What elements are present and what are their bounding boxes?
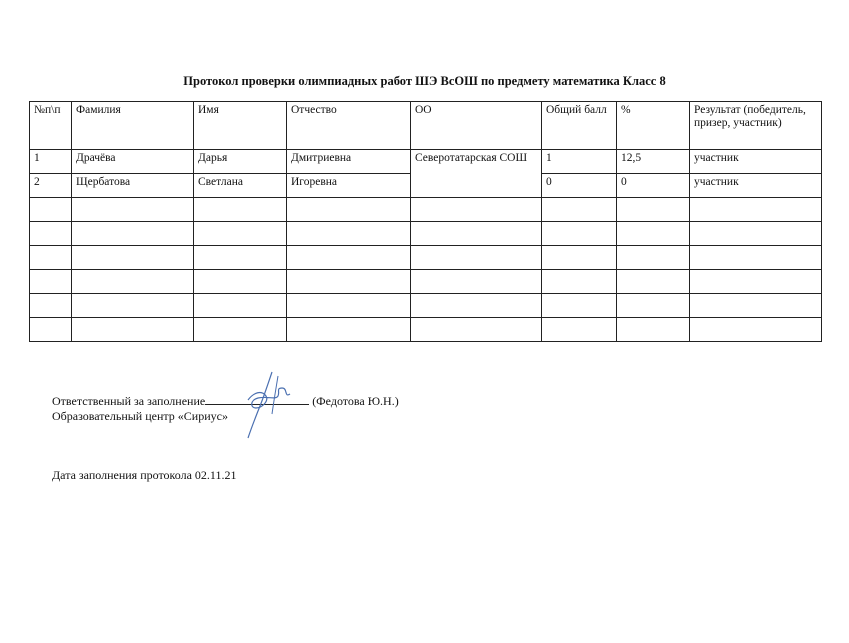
cell-percent: 0 — [617, 174, 690, 198]
col-header-last-name: Фамилия — [72, 102, 194, 150]
empty-rows — [30, 198, 822, 342]
cell-first-name: Светлана — [194, 174, 287, 198]
document-title: Протокол проверки олимпиадных работ ШЭ ВсОШ по предмету математика Класс 8 — [183, 74, 666, 88]
col-header-result: Результат (победитель, призер, участник) — [690, 102, 822, 150]
handwritten-signature — [238, 370, 298, 440]
empty-table-row — [30, 246, 822, 270]
empty-table-row — [30, 198, 822, 222]
empty-cell — [617, 294, 690, 318]
cell-last-name: Щербатова — [72, 174, 194, 198]
cell-score: 0 — [542, 174, 617, 198]
fill-date: Дата заполнения протокола 02.11.21 — [52, 468, 237, 482]
col-header-total-score: Общий балл — [542, 102, 617, 150]
cell-last-name: Драчёва — [72, 150, 194, 174]
cell-result: участник — [690, 174, 822, 198]
empty-cell — [30, 198, 72, 222]
empty-cell — [30, 318, 72, 342]
empty-cell — [411, 294, 542, 318]
empty-cell — [617, 246, 690, 270]
center-name: Образовательный центр «Сириус» — [52, 409, 228, 423]
empty-cell — [690, 246, 822, 270]
col-header-percent: % — [617, 102, 690, 150]
empty-cell — [72, 246, 194, 270]
empty-cell — [30, 270, 72, 294]
responsible-name: (Федотова Ю.Н.) — [312, 394, 399, 408]
empty-cell — [690, 222, 822, 246]
cell-score: 1 — [542, 150, 617, 174]
empty-cell — [287, 198, 411, 222]
col-header-first-name: Имя — [194, 102, 287, 150]
empty-table-row — [30, 294, 822, 318]
empty-cell — [411, 222, 542, 246]
responsible-line — [52, 394, 399, 409]
empty-cell — [542, 294, 617, 318]
empty-cell — [617, 198, 690, 222]
empty-cell — [72, 318, 194, 342]
cell-percent: 12,5 — [617, 150, 690, 174]
cell-first-name: Дарья — [194, 150, 287, 174]
empty-cell — [30, 222, 72, 246]
empty-cell — [72, 294, 194, 318]
empty-cell — [690, 270, 822, 294]
empty-cell — [411, 246, 542, 270]
empty-cell — [287, 270, 411, 294]
empty-cell — [30, 246, 72, 270]
empty-cell — [617, 270, 690, 294]
empty-cell — [194, 198, 287, 222]
empty-cell — [411, 198, 542, 222]
cell-result: участник — [690, 150, 822, 174]
empty-cell — [72, 270, 194, 294]
cell-patronymic: Дмитриевна — [287, 150, 411, 174]
empty-cell — [690, 198, 822, 222]
empty-table-row — [30, 222, 822, 246]
empty-cell — [194, 318, 287, 342]
empty-cell — [287, 246, 411, 270]
empty-cell — [194, 270, 287, 294]
empty-cell — [72, 198, 194, 222]
col-header-number: №п\п — [30, 102, 72, 150]
empty-cell — [411, 270, 542, 294]
col-header-organization: ОО — [411, 102, 542, 150]
cell-number: 1 — [30, 150, 72, 174]
empty-table-row — [30, 318, 822, 342]
col-header-patronymic: Отчество — [287, 102, 411, 150]
empty-cell — [690, 294, 822, 318]
responsible-label: Ответственный за заполнение — [52, 394, 206, 408]
empty-cell — [542, 246, 617, 270]
cell-organization: Северотатарская СОШ — [411, 150, 542, 198]
empty-table-row — [30, 270, 822, 294]
empty-cell — [287, 294, 411, 318]
empty-cell — [542, 318, 617, 342]
empty-cell — [72, 222, 194, 246]
empty-cell — [617, 222, 690, 246]
empty-cell — [287, 318, 411, 342]
empty-cell — [542, 270, 617, 294]
empty-cell — [617, 318, 690, 342]
table-row — [30, 150, 822, 174]
table-header-row — [30, 102, 822, 150]
empty-cell — [542, 222, 617, 246]
empty-cell — [542, 198, 617, 222]
empty-cell — [194, 222, 287, 246]
empty-cell — [194, 246, 287, 270]
cell-number: 2 — [30, 174, 72, 198]
empty-cell — [690, 318, 822, 342]
cell-patronymic: Игоревна — [287, 174, 411, 198]
empty-cell — [411, 318, 542, 342]
results-table — [29, 101, 822, 342]
empty-cell — [194, 294, 287, 318]
empty-cell — [30, 294, 72, 318]
empty-cell — [287, 222, 411, 246]
